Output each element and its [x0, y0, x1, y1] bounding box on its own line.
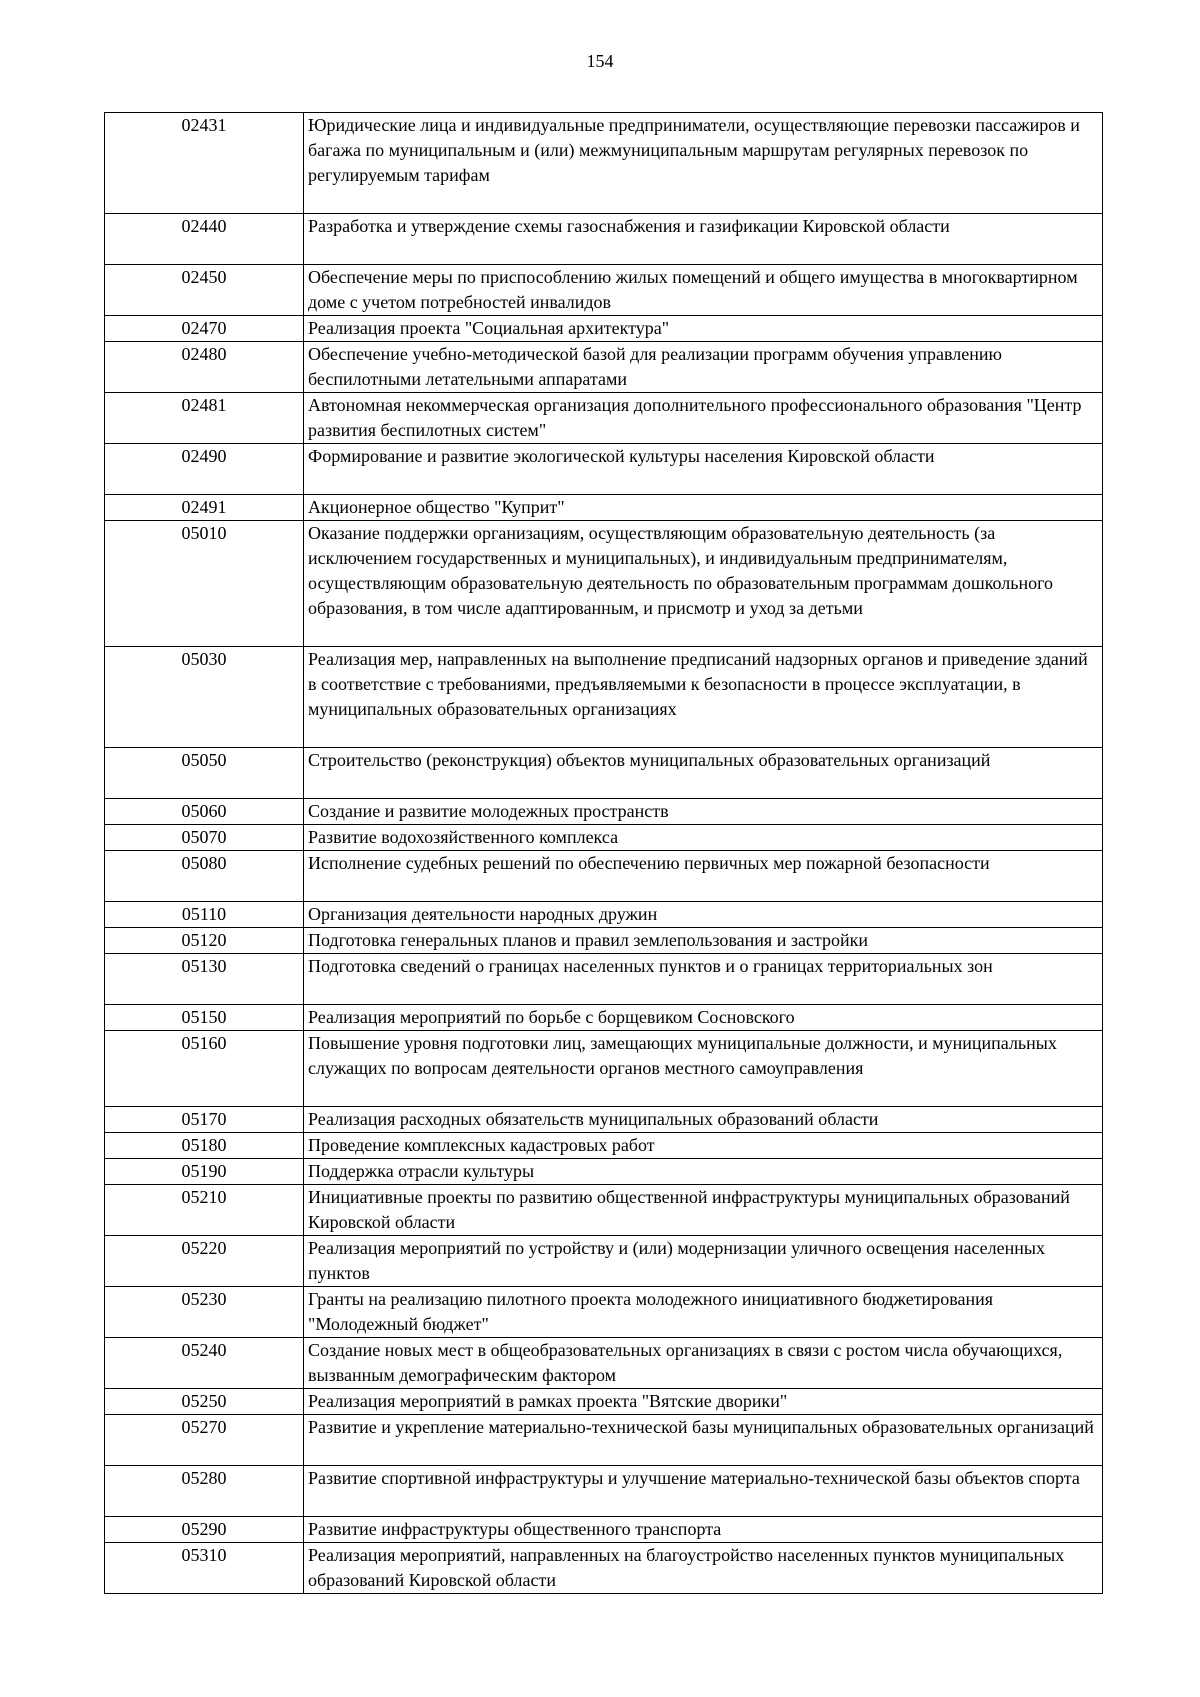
row-name: Обеспечение меры по приспособлению жилых помещений и общего имущества в многоквартирном доме с учетом потребностей инвалидов — [304, 265, 1103, 316]
row-code: 02470 — [105, 316, 304, 342]
codes-table-body — [105, 113, 1103, 1594]
table-row — [105, 342, 1103, 393]
table-row — [105, 1389, 1103, 1415]
row-code: 05120 — [105, 928, 304, 954]
row-code: 02440 — [105, 214, 304, 265]
row-name: Подготовка сведений о границах населенных пунктов и о границах территориальных зон — [304, 954, 1103, 1005]
row-code: 05240 — [105, 1338, 304, 1389]
row-code: 05220 — [105, 1236, 304, 1287]
table-row — [105, 1338, 1103, 1389]
row-name: Юридические лица и индивидуальные предприниматели, осуществляющие перевозки пассажиров и багажа по муниципальным и (или) межмуниципальным маршрутам регулярных перевозок по регулируемым тарифам — [304, 113, 1103, 214]
row-code: 05080 — [105, 851, 304, 902]
table-row — [105, 1031, 1103, 1107]
row-code: 05030 — [105, 647, 304, 748]
table-row — [105, 1133, 1103, 1159]
table-row — [105, 1543, 1103, 1594]
page-number: 154 — [586, 51, 614, 71]
row-name: Реализация проекта "Социальная архитектура" — [304, 316, 1103, 342]
row-name: Обеспечение учебно-методической базой для реализации программ обучения управлению беспилотными летательными аппаратами — [304, 342, 1103, 393]
row-code: 05060 — [105, 799, 304, 825]
row-code: 02491 — [105, 495, 304, 521]
row-code: 05250 — [105, 1389, 304, 1415]
row-name: Реализация мероприятий, направленных на благоустройство населенных пунктов муниципальных образований Кировской области — [304, 1543, 1103, 1594]
row-name: Подготовка генеральных планов и правил землепользования и застройки — [304, 928, 1103, 954]
table-row — [105, 825, 1103, 851]
row-code: 05290 — [105, 1517, 304, 1543]
row-code: 05050 — [105, 748, 304, 799]
row-code: 02431 — [105, 113, 304, 214]
table-row — [105, 1236, 1103, 1287]
row-code: 05270 — [105, 1415, 304, 1466]
row-name: Реализация мероприятий по борьбе с борщевиком Сосновского — [304, 1005, 1103, 1031]
row-name: Строительство (реконструкция) объектов муниципальных образовательных организаций — [304, 748, 1103, 799]
row-code: 05150 — [105, 1005, 304, 1031]
table-row — [105, 799, 1103, 825]
row-code: 05210 — [105, 1185, 304, 1236]
row-name: Развитие спортивной инфраструктуры и улучшение материально-технической базы объектов спорта — [304, 1466, 1103, 1517]
table-row — [105, 495, 1103, 521]
row-name: Повышение уровня подготовки лиц, замещающих муниципальные должности, и муниципальных служащих по вопросам деятельности органов местного самоуправления — [304, 1031, 1103, 1107]
table-row — [105, 1185, 1103, 1236]
table-row — [105, 1517, 1103, 1543]
row-name: Организация деятельности народных дружин — [304, 902, 1103, 928]
row-name: Поддержка отрасли культуры — [304, 1159, 1103, 1185]
row-name: Развитие водохозяйственного комплекса — [304, 825, 1103, 851]
table-row — [105, 1107, 1103, 1133]
row-name: Исполнение судебных решений по обеспечению первичных мер пожарной безопасности — [304, 851, 1103, 902]
codes-table — [104, 112, 1103, 1594]
table-row — [105, 928, 1103, 954]
row-code: 05070 — [105, 825, 304, 851]
row-name: Проведение комплексных кадастровых работ — [304, 1133, 1103, 1159]
row-code: 05110 — [105, 902, 304, 928]
row-name: Формирование и развитие экологической культуры населения Кировской области — [304, 444, 1103, 495]
row-code: 05190 — [105, 1159, 304, 1185]
table-row — [105, 521, 1103, 647]
table-row — [105, 748, 1103, 799]
table-row — [105, 113, 1103, 214]
table-row — [105, 647, 1103, 748]
row-name: Реализация мер, направленных на выполнение предписаний надзорных органов и приведение зданий в соответствие с требованиями, предъявляемыми к безопасности в процессе эксплуатации, в муниципальных образовательных организациях — [304, 647, 1103, 748]
table-row — [105, 265, 1103, 316]
row-name: Автономная некоммерческая организация дополнительного профессионального образования "Центр развития беспилотных систем" — [304, 393, 1103, 444]
row-name: Разработка и утверждение схемы газоснабжения и газификации Кировской области — [304, 214, 1103, 265]
row-code: 05280 — [105, 1466, 304, 1517]
row-name: Создание новых мест в общеобразовательных организациях в связи с ростом числа обучающихся, вызванным демографическим фактором — [304, 1338, 1103, 1389]
row-code: 05010 — [105, 521, 304, 647]
table-row — [105, 214, 1103, 265]
row-code: 05310 — [105, 1543, 304, 1594]
row-code: 02490 — [105, 444, 304, 495]
table-row — [105, 393, 1103, 444]
row-name: Реализация расходных обязательств муниципальных образований области — [304, 1107, 1103, 1133]
row-name: Инициативные проекты по развитию общественной инфраструктуры муниципальных образований Кировской области — [304, 1185, 1103, 1236]
row-code: 02450 — [105, 265, 304, 316]
table-row — [105, 316, 1103, 342]
row-name: Оказание поддержки организациям, осуществляющим образовательную деятельность (за исключением государственных и муниципальных), и индивидуальным предпринимателям, осуществляющим образовательную деятельность по образовательным программам дошкольного образования, в том числе адаптированным, и присмотр и уход за детьми — [304, 521, 1103, 647]
row-name: Реализация мероприятий по устройству и (или) модернизации уличного освещения населенных пунктов — [304, 1236, 1103, 1287]
row-name: Развитие инфраструктуры общественного транспорта — [304, 1517, 1103, 1543]
table-row — [105, 1466, 1103, 1517]
table-row — [105, 851, 1103, 902]
row-code: 05160 — [105, 1031, 304, 1107]
table-row — [105, 902, 1103, 928]
row-name: Создание и развитие молодежных пространств — [304, 799, 1103, 825]
table-row — [105, 1005, 1103, 1031]
row-code: 05130 — [105, 954, 304, 1005]
table-row — [105, 444, 1103, 495]
row-name: Гранты на реализацию пилотного проекта молодежного инициативного бюджетирования "Молодежный бюджет" — [304, 1287, 1103, 1338]
row-name: Развитие и укрепление материально-технической базы муниципальных образовательных организаций — [304, 1415, 1103, 1466]
table-row — [105, 1287, 1103, 1338]
table-row — [105, 1159, 1103, 1185]
row-code: 02480 — [105, 342, 304, 393]
table-row — [105, 1415, 1103, 1466]
row-code: 05230 — [105, 1287, 304, 1338]
row-name: Акционерное общество "Куприт" — [304, 495, 1103, 521]
row-code: 05180 — [105, 1133, 304, 1159]
row-code: 02481 — [105, 393, 304, 444]
table-row — [105, 954, 1103, 1005]
row-name: Реализация мероприятий в рамках проекта "Вятские дворики" — [304, 1389, 1103, 1415]
row-code: 05170 — [105, 1107, 304, 1133]
